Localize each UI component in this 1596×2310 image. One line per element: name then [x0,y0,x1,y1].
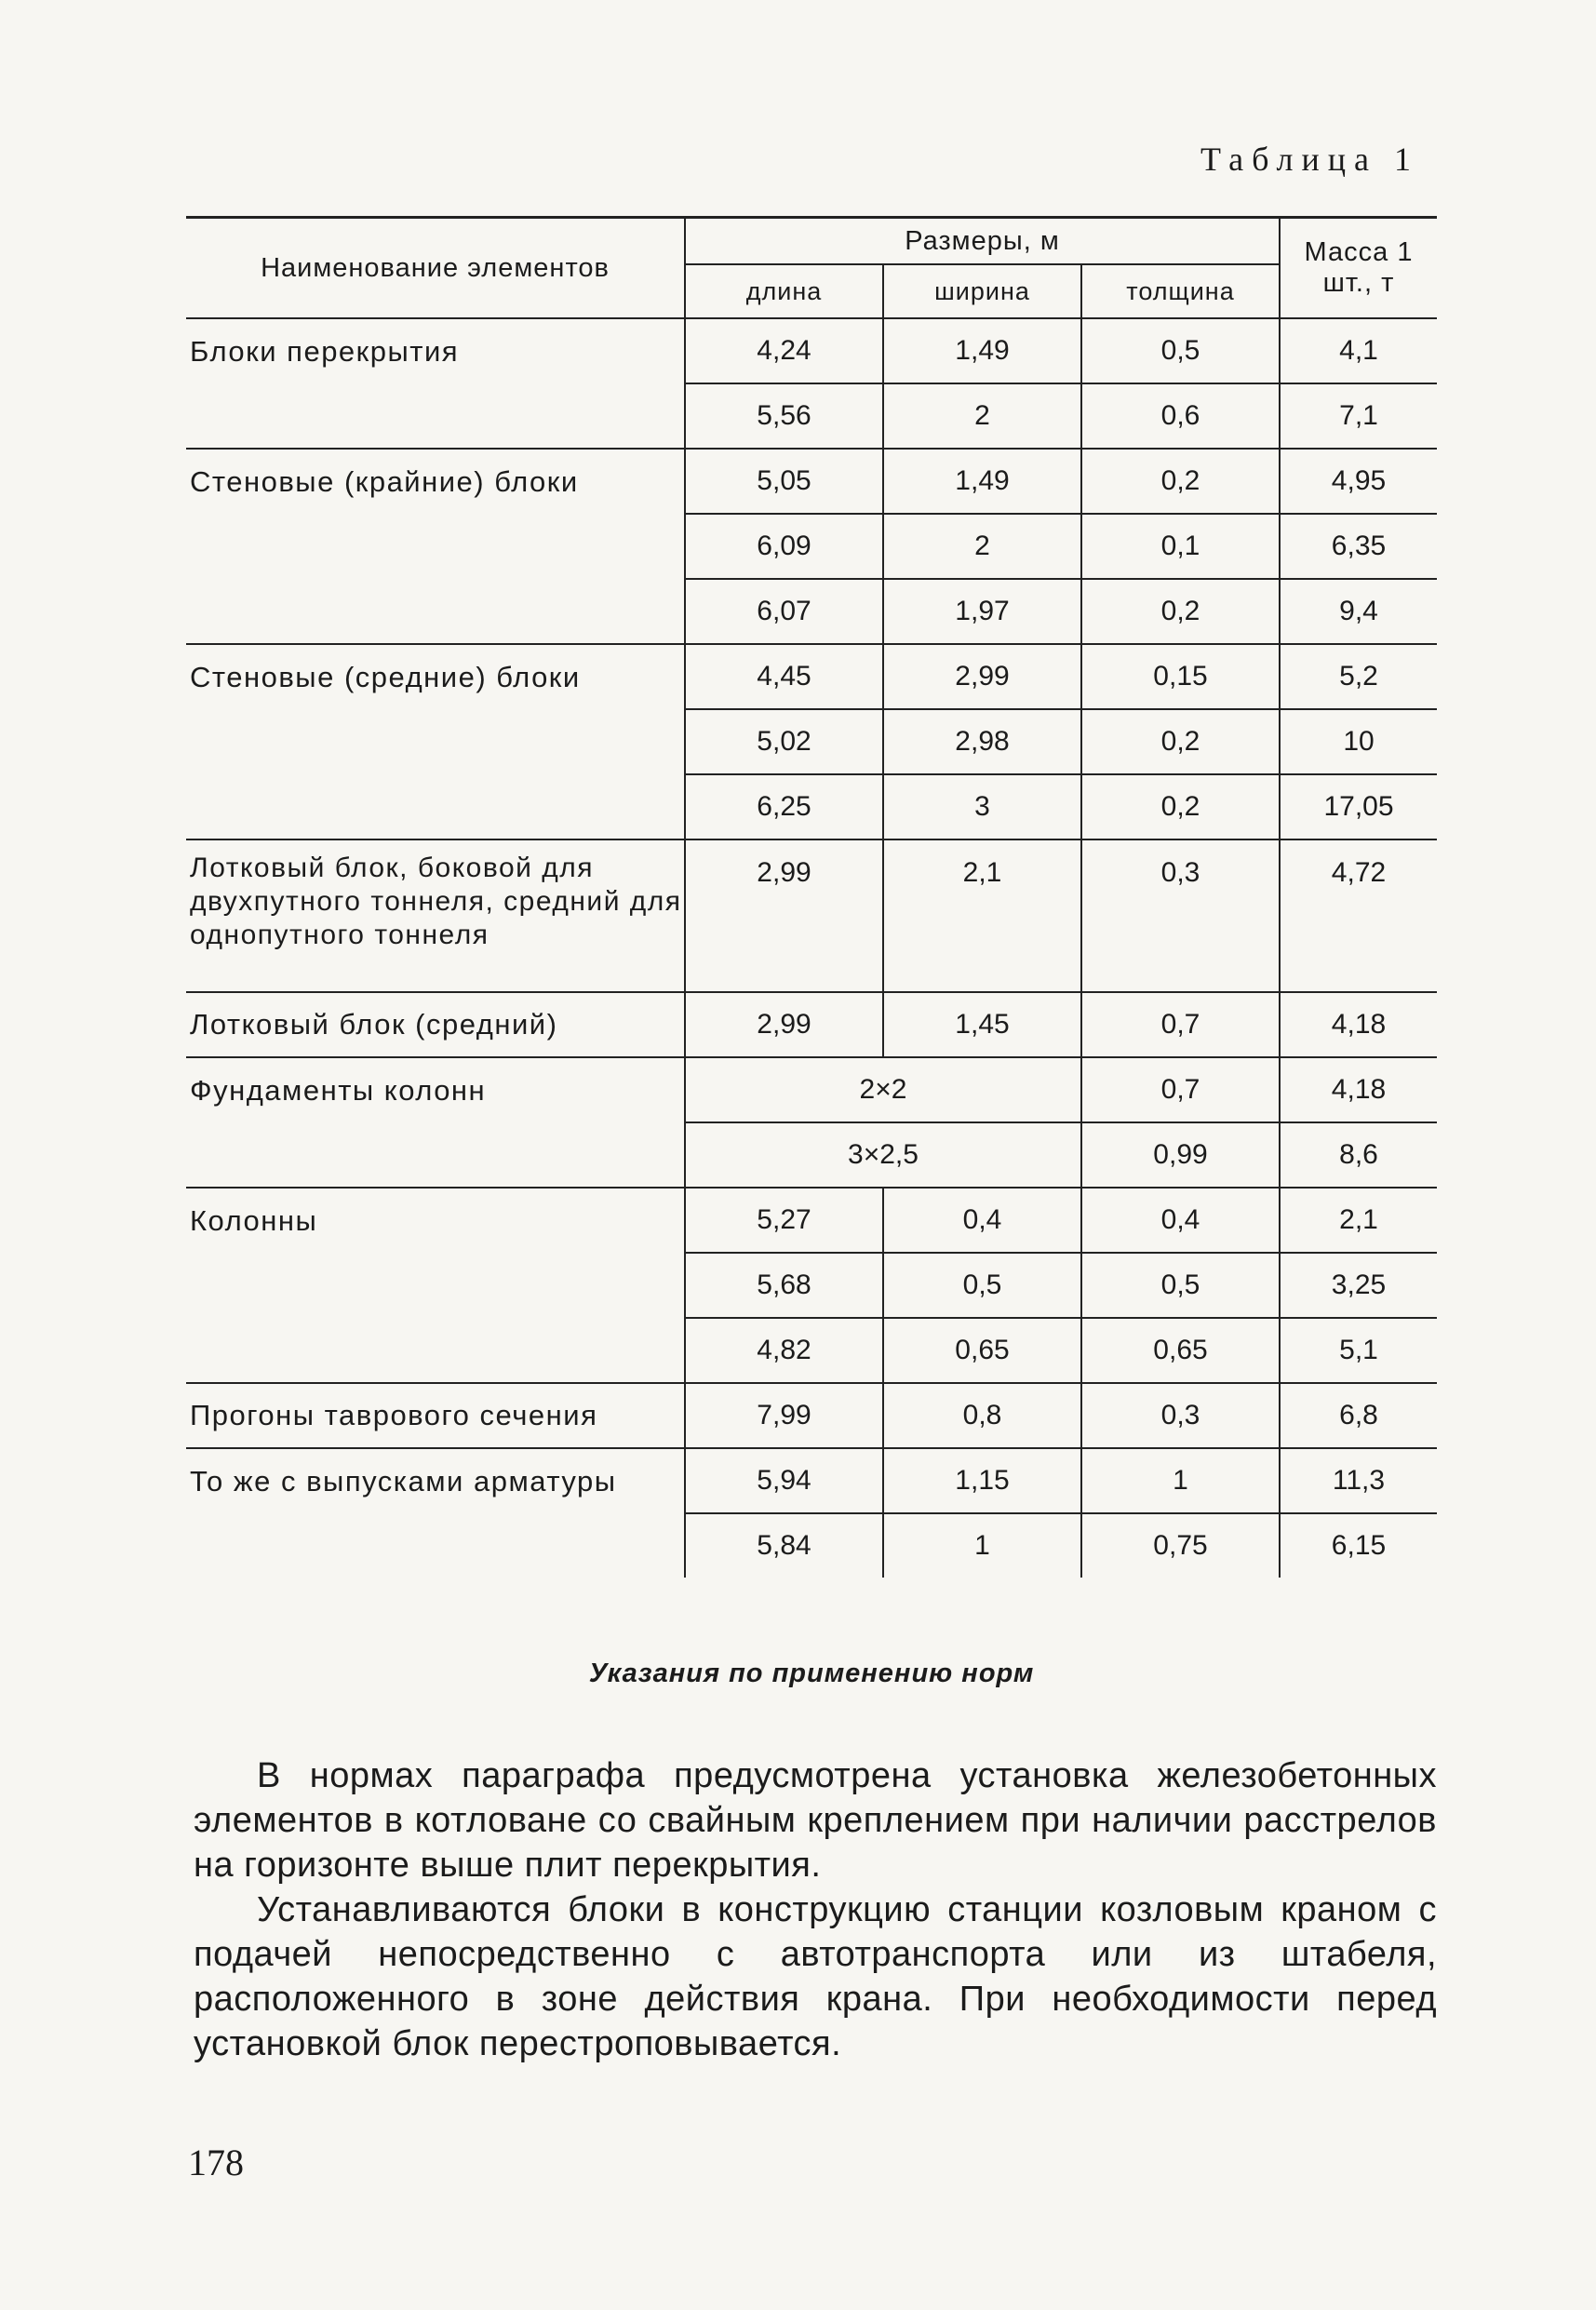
row-name [186,1513,685,1578]
table-row [186,644,1437,709]
cell-thickness: 0,5 [1081,318,1280,383]
cell-thickness: 0,7 [1081,1057,1280,1122]
cell-mass: 6,8 [1280,1383,1437,1448]
cell-length: 6,07 [685,579,883,644]
section-heading: Указания по применению норм [588,1659,1035,1688]
cell-mass: 3,25 [1280,1253,1437,1318]
cell-mass: 5,2 [1280,644,1437,709]
row-name [186,774,685,839]
table-label: Таблица 1 [1200,141,1419,178]
cell-width: 1,97 [883,579,1081,644]
row-name: Блоки перекрытия [190,334,460,368]
cell-mass: 17,05 [1280,774,1437,839]
cell-mass: 6,35 [1280,514,1437,579]
cell-width: 2 [883,383,1081,449]
cell-thickness: 0,1 [1081,514,1280,579]
cell-size: 3×2,5 [685,1122,1081,1188]
table-row [186,318,1437,383]
row-name: То же с выпусками арматуры [190,1464,617,1497]
cell-width: 1,15 [883,1448,1081,1513]
table-row [186,1122,1437,1188]
cell-mass: 6,15 [1280,1513,1437,1578]
cell-length: 7,99 [685,1383,883,1448]
cell-thickness: 0,2 [1081,579,1280,644]
table-row [186,774,1437,839]
table-row [186,1383,1437,1448]
cell-length: 2,99 [685,839,883,992]
elements-table [186,216,1437,1578]
cell-thickness: 0,7 [1081,992,1280,1057]
cell-length: 5,02 [685,709,883,774]
table-row [186,514,1437,579]
row-name: Лотковый блок, боковой для двухпутного тоннеля, средний для однопутного тоннеля [186,839,685,992]
row-name [186,1318,685,1383]
table-row [186,449,1437,514]
cell-mass: 4,18 [1280,1057,1437,1122]
row-name [186,514,685,579]
paragraph: В нормах параграфа предусмотрена установка железобетонных элементов в котловане со свайным креплением при наличии расстрелов на горизонте выше плит перекрытия. [194,1756,1437,1885]
cell-width: 0,5 [883,1253,1081,1318]
cell-length: 5,68 [685,1253,883,1318]
cell-mass: 7,1 [1280,383,1437,449]
cell-width: 2,98 [883,709,1081,774]
cell-width: 0,65 [883,1318,1081,1383]
row-name [186,579,685,644]
cell-length: 5,05 [685,449,883,514]
header-mass: Масса 1 шт., т [1280,218,1437,319]
cell-thickness: 0,5 [1081,1253,1280,1318]
table-row [186,1253,1437,1318]
table-row [186,839,1437,992]
table-row [186,1057,1437,1122]
table-row [186,709,1437,774]
cell-length: 5,27 [685,1188,883,1253]
row-name: Прогоны таврового сечения [186,1383,685,1448]
cell-width: 0,8 [883,1383,1081,1448]
cell-thickness: 0,15 [1081,644,1280,709]
row-name: Фундаменты колонн [190,1073,487,1107]
header-length: длина [685,264,883,318]
cell-mass: 8,6 [1280,1122,1437,1188]
header-thickness: толщина [1081,264,1280,318]
row-name [186,383,685,449]
header-dimensions: Размеры, м [685,218,1280,265]
cell-length: 2,99 [685,992,883,1057]
page-number: 178 [188,2142,244,2183]
row-name: Колонны [190,1203,318,1237]
cell-width: 1 [883,1513,1081,1578]
cell-length: 4,24 [685,318,883,383]
cell-mass: 4,1 [1280,318,1437,383]
cell-width: 1,49 [883,318,1081,383]
cell-mass: 10 [1280,709,1437,774]
cell-width: 2 [883,514,1081,579]
table-row [186,1188,1437,1253]
cell-thickness: 0,65 [1081,1318,1280,1383]
cell-thickness: 0,6 [1081,383,1280,449]
cell-length: 5,56 [685,383,883,449]
row-name: Стеновые (средние) блоки [190,660,581,693]
header-name: Наименование элементов [186,218,685,319]
cell-length: 4,82 [685,1318,883,1383]
cell-thickness: 0,4 [1081,1188,1280,1253]
cell-mass: 9,4 [1280,579,1437,644]
table-row [186,579,1437,644]
cell-thickness: 0,2 [1081,449,1280,514]
header-width: ширина [883,264,1081,318]
cell-size: 2×2 [685,1057,1081,1122]
cell-length: 6,09 [685,514,883,579]
cell-thickness: 0,3 [1081,1383,1280,1448]
cell-length: 6,25 [685,774,883,839]
cell-mass: 5,1 [1280,1318,1437,1383]
cell-thickness: 0,2 [1081,774,1280,839]
cell-width: 3 [883,774,1081,839]
cell-mass: 11,3 [1280,1448,1437,1513]
cell-mass: 4,18 [1280,992,1437,1057]
cell-width: 1,49 [883,449,1081,514]
cell-thickness: 0,2 [1081,709,1280,774]
cell-length: 5,84 [685,1513,883,1578]
row-name [186,1253,685,1318]
cell-width: 2,1 [883,839,1081,992]
row-name: Лотковый блок (средний) [186,992,685,1057]
cell-thickness: 0,99 [1081,1122,1280,1188]
row-name [186,709,685,774]
paragraph: Устанавливаются блоки в конструкцию станции козловым краном с подачей непосредственно с автотранспорта или из штабеля, расположенного в зоне действия крана. При необходимости перед установкой блок перестроповывается. [194,1890,1437,2063]
row-name [186,1122,685,1188]
cell-thickness: 0,3 [1081,839,1280,992]
table-row [186,1318,1437,1383]
cell-thickness: 1 [1081,1448,1280,1513]
cell-width: 2,99 [883,644,1081,709]
cell-mass: 4,72 [1280,839,1437,992]
cell-width: 0,4 [883,1188,1081,1253]
table-row [186,1513,1437,1578]
cell-mass: 2,1 [1280,1188,1437,1253]
row-name: Стеновые (крайние) блоки [190,464,579,498]
table-row [186,383,1437,449]
table-row [186,1448,1437,1513]
table-row [186,992,1437,1057]
cell-mass: 4,95 [1280,449,1437,514]
cell-width: 1,45 [883,992,1081,1057]
cell-length: 5,94 [685,1448,883,1513]
cell-length: 4,45 [685,644,883,709]
cell-thickness: 0,75 [1081,1513,1280,1578]
